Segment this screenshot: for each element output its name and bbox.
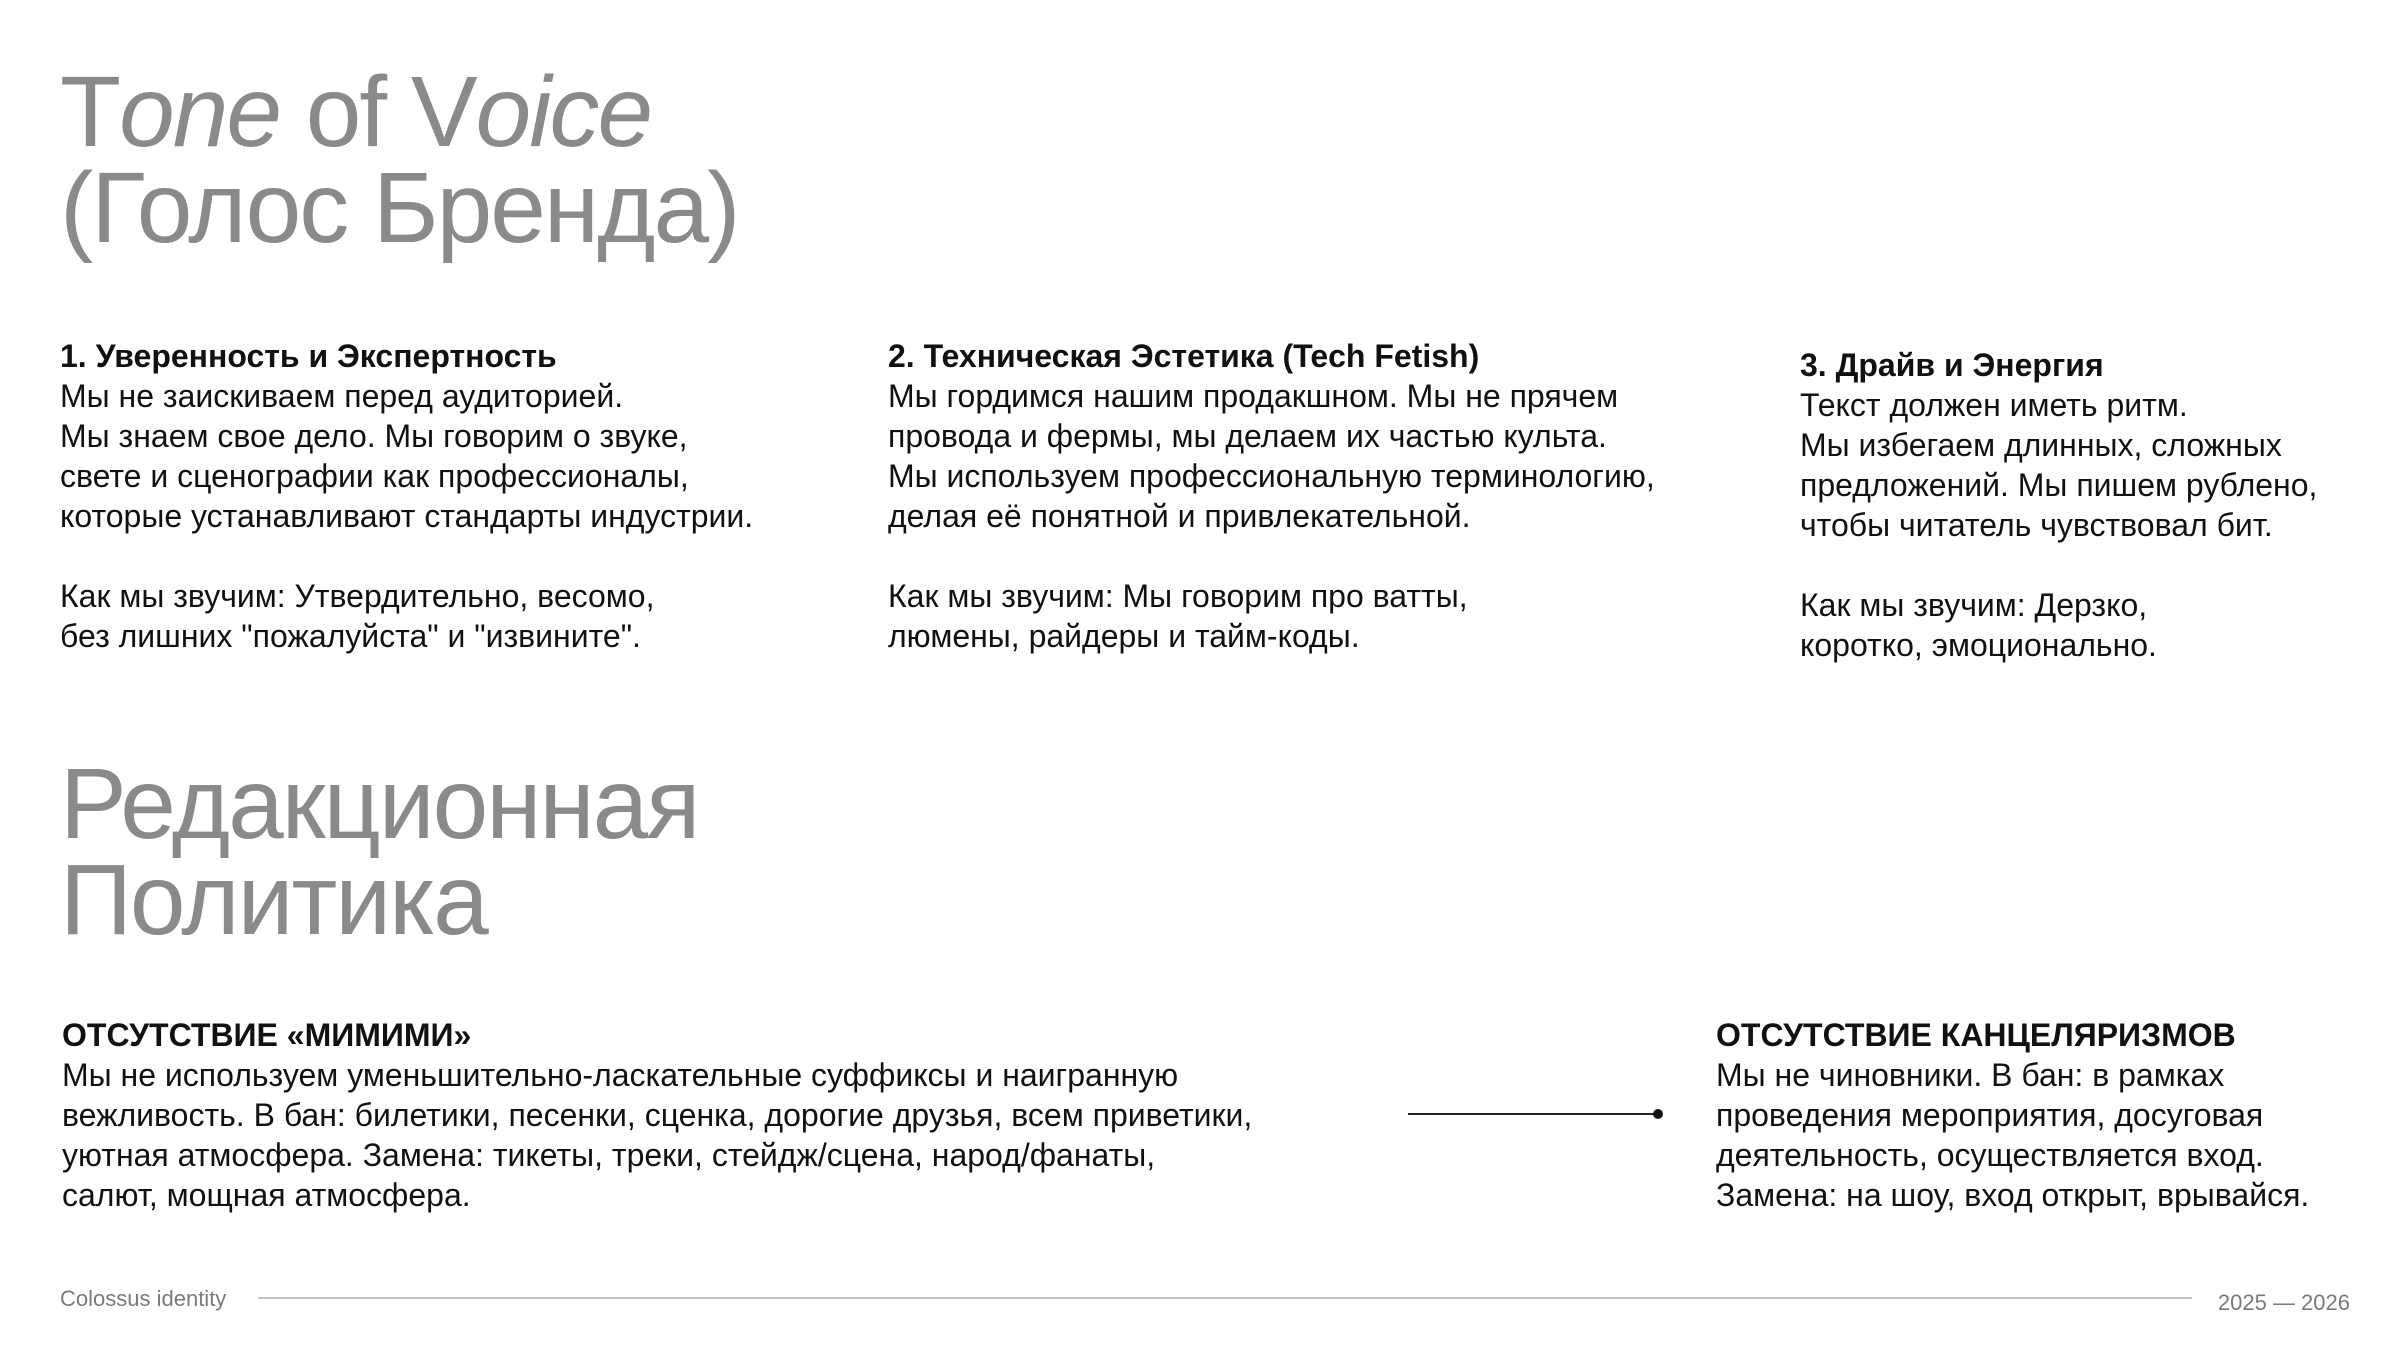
policy-block-no-mimimi (62, 1015, 1252, 1215)
tone-title-part: T (60, 56, 120, 168)
policy-text-line: Мы не используем уменьшительно-ласкательные суффиксы и наигранную (62, 1057, 1179, 1093)
connector-line (1408, 1113, 1660, 1115)
policy-text-line: деятельность, осуществляется вход. (1716, 1137, 2264, 1173)
column-sound-line: Как мы звучим: Мы говорим про ватты, (888, 578, 1468, 614)
column-text-line: Мы используем профессиональную терминологию, (888, 458, 1655, 494)
column-text-line: Мы гордимся нашим продакшном. Мы не прячем (888, 378, 1619, 414)
policy-text-line: проведения мероприятия, досуговая (1716, 1097, 2264, 1133)
column-text-line: Текст должен иметь ритм. (1800, 387, 2188, 423)
column-heading: 3. Драйв и Энергия (1800, 347, 2104, 383)
column-sound-line: без лишних "пожалуйста" и "извините". (60, 618, 641, 654)
policy-text-line: вежливость. В бан: билетики, песенки, сценка, дорогие друзья, всем приветики, (62, 1097, 1253, 1133)
connector-dot (1653, 1109, 1663, 1119)
tone-column-confidence (60, 336, 753, 656)
column-text-line: свете и сценографии как профессионалы, (60, 458, 689, 494)
column-heading: 1. Уверенность и Экспертность (60, 338, 557, 374)
policy-text-line: уютная атмосфера. Замена: тикеты, треки, стейдж/сцена, народ/фанаты, (62, 1137, 1156, 1173)
tone-title-line1 (60, 56, 738, 168)
policy-title-line1: Редакционная (60, 748, 699, 860)
column-text-line: провода и фермы, мы делаем их частью культа. (888, 418, 1607, 454)
tone-column-tech-aesthetics (888, 336, 1655, 656)
column-heading: 2. Техническая Эстетика (Tech Fetish) (888, 338, 1480, 374)
policy-text-line: Замена: на шоу, вход открыт, врывайся. (1716, 1177, 2310, 1213)
column-text-line: чтобы читатель чувствовал бит. (1800, 507, 2273, 543)
tone-title-line2: (Голос Бренда) (60, 152, 739, 264)
policy-heading: ОТСУТСТВИЕ «МИМИМИ» (62, 1017, 472, 1053)
column-sound-line: коротко, эмоционально. (1800, 627, 2157, 663)
footer-divider (258, 1297, 2192, 1299)
editorial-policy-title (60, 748, 699, 956)
policy-text-line: салют, мощная атмосфера. (62, 1177, 471, 1213)
tone-title-italic-part: oice (475, 56, 652, 168)
column-text-line: предложений. Мы пишем рублено, (1800, 467, 2318, 503)
column-sound-line: люмены, райдеры и тайм-коды. (888, 618, 1360, 654)
tone-title-part: of V (279, 56, 476, 168)
column-text-line: Мы не заискиваем перед аудиторией. (60, 378, 624, 414)
policy-heading: ОТСУТСТВИЕ КАНЦЕЛЯРИЗМОВ (1716, 1017, 2236, 1053)
policy-text-line: Мы не чиновники. В бан: в рамках (1716, 1057, 2225, 1093)
column-sound-line: Как мы звучим: Дерзко, (1800, 587, 2148, 623)
column-text-line: делая её понятной и привлекательной. (888, 498, 1471, 534)
column-text-line: которые устанавливают стандарты индустрии. (60, 498, 754, 534)
footer-brand-label: Colossus identity (60, 1286, 227, 1311)
column-text-line: Мы знаем свое дело. Мы говорим о звуке, (60, 418, 688, 454)
policy-block-no-bureaucratese (1716, 1015, 2309, 1215)
column-text-line: Мы избегаем длинных, сложных (1800, 427, 2282, 463)
policy-title-line2: Политика (60, 844, 487, 956)
tone-of-voice-title (60, 56, 739, 264)
footer-years: 2025 — 2026 (2217, 1290, 2350, 1315)
tone-column-drive-energy (1800, 345, 2317, 665)
tone-title-italic-part: one (119, 56, 280, 168)
column-sound-line: Как мы звучим: Утвердительно, весомо, (60, 578, 655, 614)
